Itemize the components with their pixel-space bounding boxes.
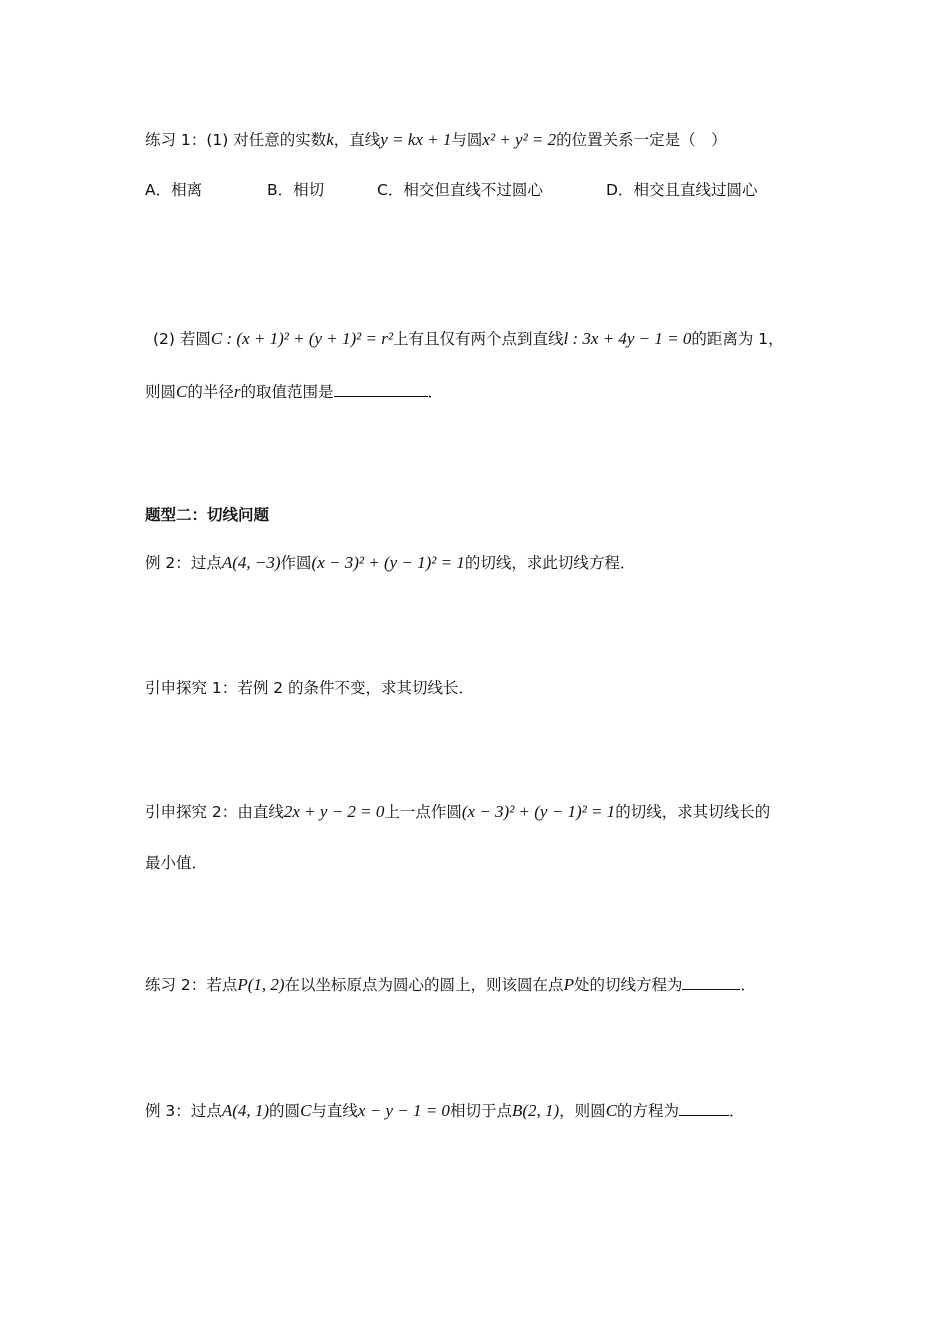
variable-c: C xyxy=(300,1101,312,1120)
extension-2: 引申探究 2：由直线2x + y − 2 = 0上一点作圆(x − 3)² + (y − 1)² = 1的切线，求其切线长的 xyxy=(145,802,771,821)
question-text: 由直线 xyxy=(237,803,284,821)
question-text: 相切于点 xyxy=(449,1102,512,1120)
question-text: ． xyxy=(427,383,444,401)
question-text: ，则圆 xyxy=(559,1102,606,1120)
question-number: (2) xyxy=(153,330,175,348)
extension-1: 引申探究 1：若例 2 的条件不变，求其切线长． xyxy=(145,679,475,697)
question-text: 若点 xyxy=(206,976,238,994)
question-text: 则圆 xyxy=(145,383,177,401)
example-2-label: 例 2 xyxy=(145,554,176,572)
question-text: 对任意的实数 xyxy=(233,131,327,149)
circle-equation: (x − 3)² + (y − 1)² = 1 xyxy=(311,553,465,572)
option-letter: D． xyxy=(606,181,634,199)
question-text: 的位置关系一定是（ ） xyxy=(556,131,727,149)
question-text: 上一点作圆 xyxy=(384,803,462,821)
question-text: 作圆 xyxy=(280,554,312,572)
option-letter: A． xyxy=(145,181,172,199)
answer-blank[interactable] xyxy=(679,1101,729,1116)
question-text: ． xyxy=(740,976,756,994)
line-equation: y = kx + 1 xyxy=(380,130,452,149)
question-text: 在以坐标原点为圆心的圆上，则该圆在点 xyxy=(284,976,564,994)
option-letter: C． xyxy=(377,181,404,199)
option-text: 相离 xyxy=(171,181,203,199)
point-a: A(4, −3) xyxy=(221,553,281,572)
example-2: 例 2：过点A(4, −3)作圆(x − 3)² + (y − 1)² = 1的切线，求此切线方程． xyxy=(145,553,636,572)
circle-equation: C : (x + 1)² + (y + 1)² = r² xyxy=(210,329,393,348)
question-text: 的方程为 xyxy=(617,1102,680,1120)
exercise-1-part-2 xyxy=(153,327,784,351)
question-text: 的切线，求其切线长的 xyxy=(615,803,771,821)
section-heading: 题型二：切线问题 xyxy=(145,506,270,524)
circle-equation: (x − 3)² + (y − 1)² = 1 xyxy=(461,802,616,821)
question-text: 若圆 xyxy=(179,330,211,348)
question-text: 过点 xyxy=(190,1102,222,1120)
extension-2-cont: 最小值． xyxy=(145,854,208,872)
example-3-label: 例 3 xyxy=(145,1102,176,1120)
answer-blank[interactable] xyxy=(334,382,428,397)
question-text: 处的切线方程为 xyxy=(573,976,683,994)
question-text: 与直线 xyxy=(311,1102,358,1120)
question-text: 的半径 xyxy=(187,383,234,401)
line-equation: l : 3x + 4y − 1 = 0 xyxy=(563,329,692,348)
question-text: 与圆 xyxy=(451,131,483,149)
option-text: 相交且直线过圆心 xyxy=(633,181,758,199)
variable-c: C xyxy=(176,382,188,401)
exercise-1-question: 练习 1：(1) 对任意的实数k，直线y = kx + 1与圆x² + y² = 2的位置关系一定是（ ） xyxy=(145,130,727,149)
circle-equation: x² + y² = 2 xyxy=(482,130,557,149)
extension-2-label: 引申探究 2 xyxy=(145,803,222,821)
variable-r: r xyxy=(233,382,241,401)
question-text: 的距离为 1， xyxy=(691,330,784,348)
exercise-1-label: 练习 1 xyxy=(145,131,191,149)
question-text: 的圆 xyxy=(269,1102,301,1120)
question-text: 上有且仅有两个点到直线 xyxy=(392,330,564,348)
example-3: 例 3：过点A(4, 1)的圆C与直线x − y − 1 = 0相切于点B(2, 1)，则圆C的方程为 ． xyxy=(145,1101,745,1120)
variable-k: k xyxy=(326,130,334,149)
point-b: B(2, 1) xyxy=(511,1101,560,1120)
option-b xyxy=(267,178,377,202)
question-text: 过点 xyxy=(190,554,222,572)
line-equation: x − y − 1 = 0 xyxy=(357,1101,450,1120)
variable-c: C xyxy=(605,1101,618,1120)
option-text: 相切 xyxy=(293,181,325,199)
exercise-1-part-2-cont xyxy=(145,380,443,404)
answer-options xyxy=(145,178,757,202)
point-a: A(4, 1) xyxy=(221,1101,270,1120)
exercise-2: 练习 2：若点P(1, 2)在以坐标原点为圆心的圆上，则该圆在点P处的切线方程为 ． xyxy=(145,975,756,994)
question-text: 的切线，求此切线方程． xyxy=(464,554,636,572)
line-equation: 2x + y − 2 = 0 xyxy=(283,802,385,821)
answer-blank[interactable] xyxy=(682,975,740,990)
question-text: 若例 2 的条件不变，求其切线长． xyxy=(237,679,475,697)
point-p: P(1, 2) xyxy=(237,975,285,994)
variable-p: P xyxy=(563,975,574,994)
question-text: ，直线 xyxy=(333,131,381,149)
question-number: (1) xyxy=(206,131,229,149)
extension-1-label: 引申探究 1 xyxy=(145,679,222,697)
question-text: 的取值范围是 xyxy=(240,383,334,401)
option-text: 相交但直线不过圆心 xyxy=(403,181,543,199)
option-d xyxy=(606,178,757,202)
option-letter: B． xyxy=(267,181,294,199)
exercise-2-label: 练习 2 xyxy=(145,976,191,994)
question-text: ． xyxy=(729,1102,745,1120)
option-c xyxy=(377,178,606,202)
option-a xyxy=(145,178,267,202)
